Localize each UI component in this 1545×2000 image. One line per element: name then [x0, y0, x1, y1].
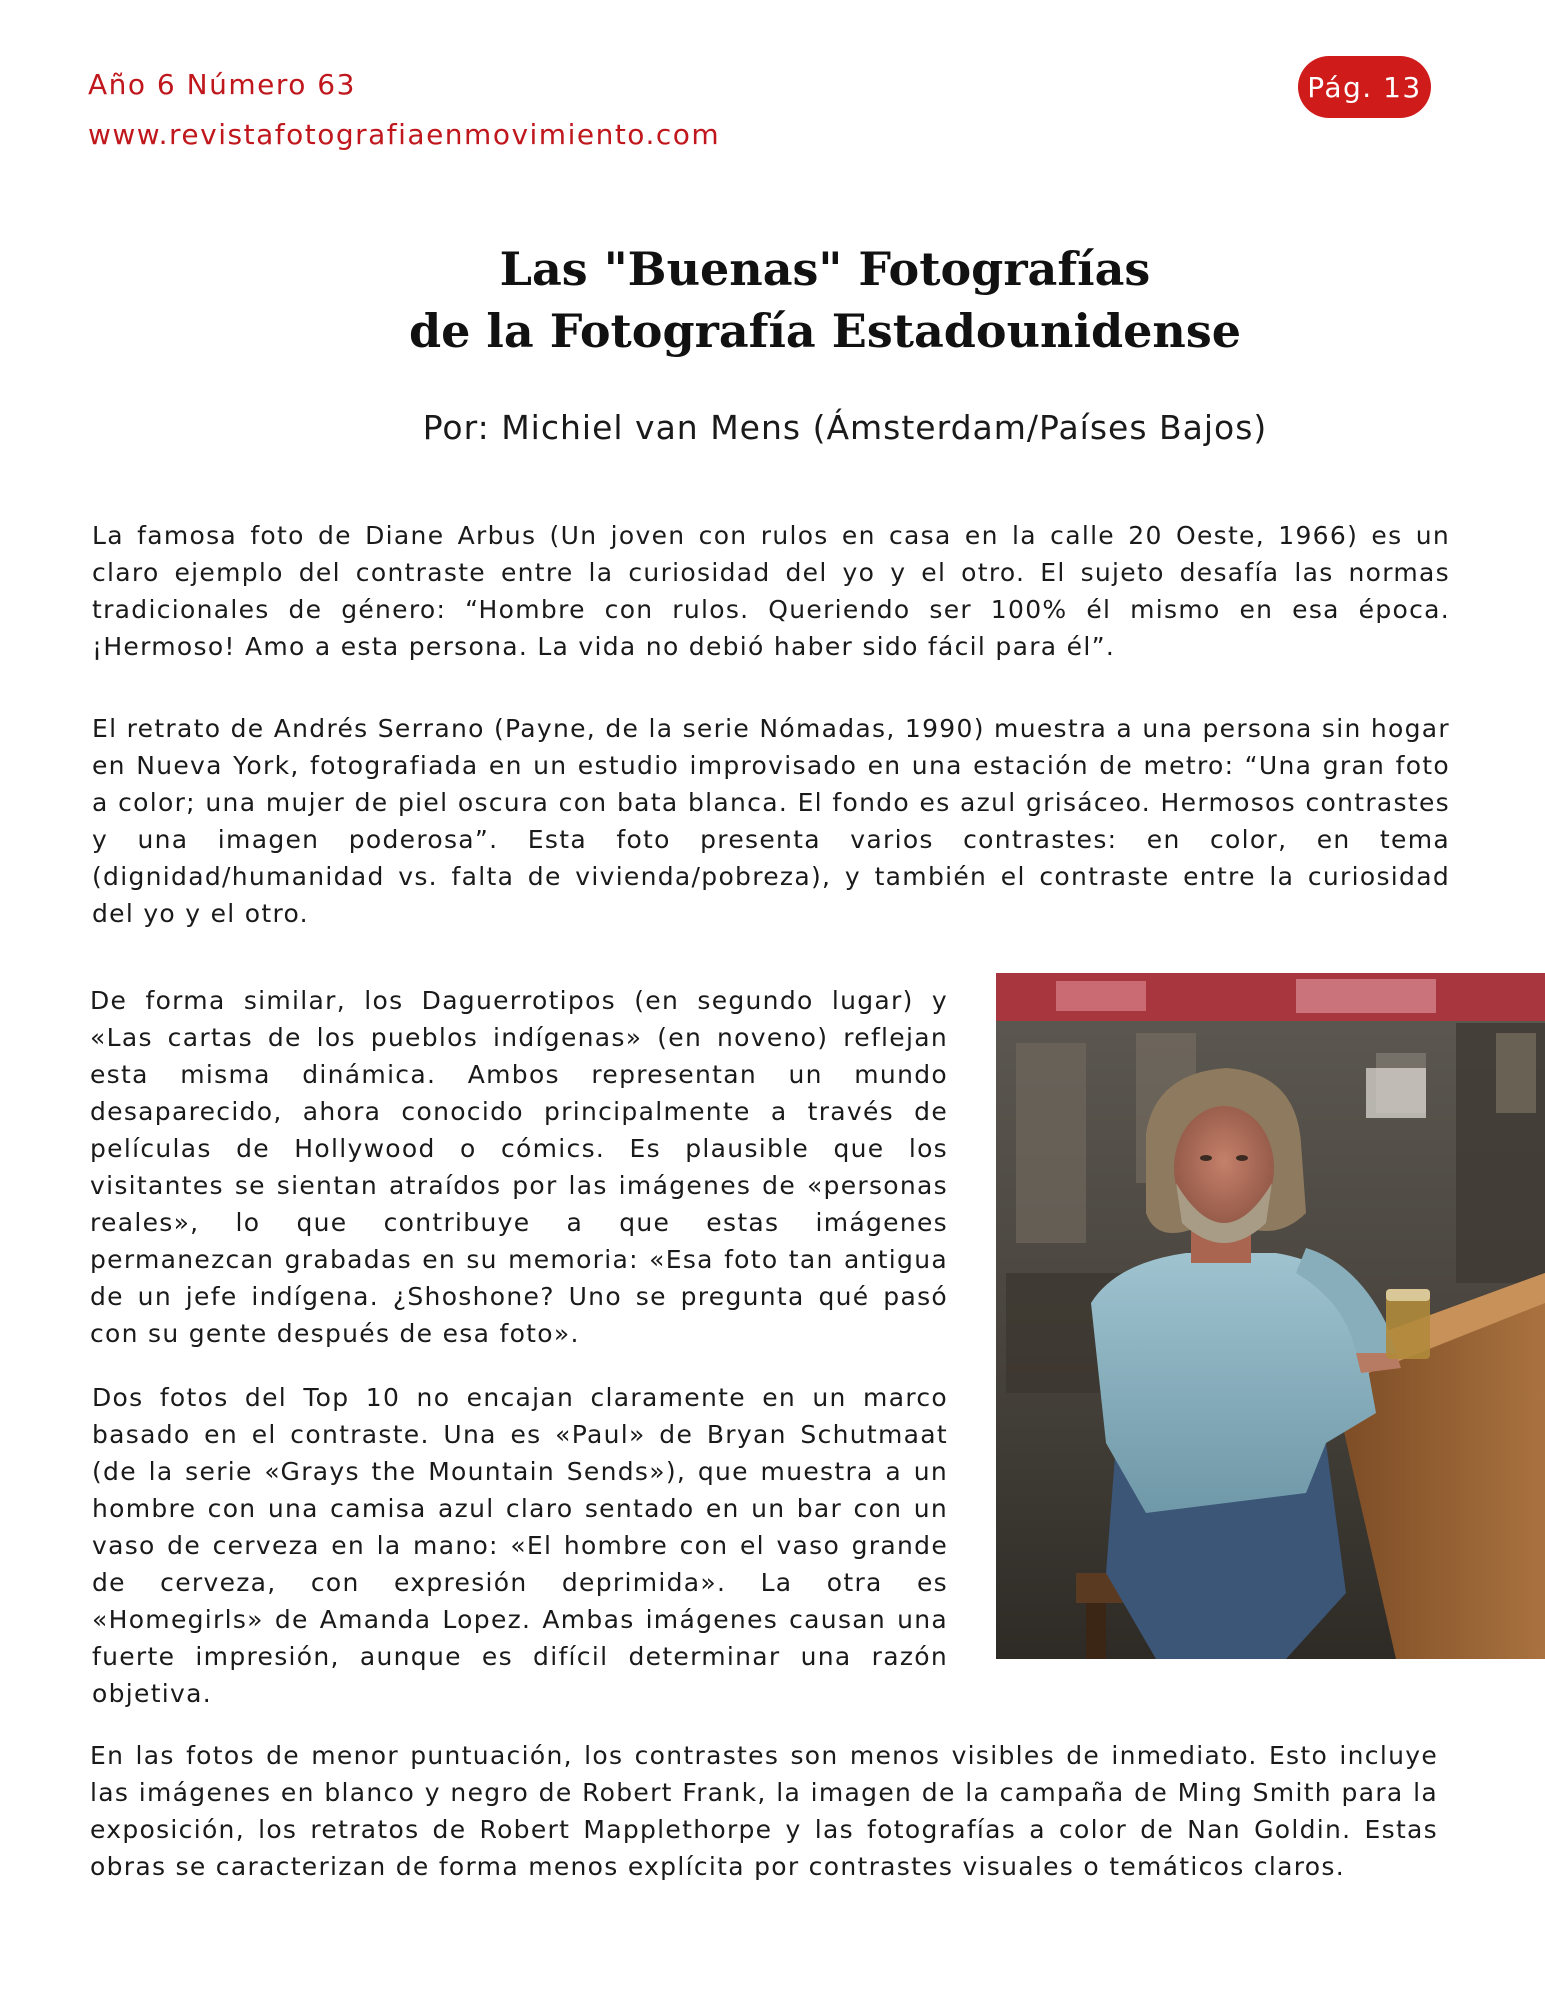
paragraph-3: De forma similar, los Daguerrotipos (en segundo lugar) y «Las cartas de los pueblos indígenas» (en noveno) reflejan esta misma dinámica. Ambos representan un mundo desaparecido, ahora conocido principalmente a través de películas de Hollywood o cómics. Es plausible que los visitantes se sientan atraídos por las imágenes de «personas reales», lo que contribuye a que estas imágenes permanezcan grabadas en su memoria: «Esa foto tan antigua de un jefe indígena. ¿Shoshone? Uno se pregunta qué pasó con su gente después de esa foto».: [90, 986, 948, 1348]
paragraph-2: El retrato de Andrés Serrano (Payne, de la serie Nómadas, 1990) muestra a una persona sin hogar en Nueva York, fotografiada en un estudio improvisado en una estación de metro: “Una gran foto a color; una mujer de piel oscura con bata blanca. El fondo es azul grisáceo. Hermosos contrastes y una imagen poderosa”. Esta foto presenta varios contrastes: en color, en tema (dignidad/humanidad vs. falta de vivienda/pobreza), y también el contraste entre la curiosidad del yo y el otro.: [92, 714, 1450, 928]
byline: Por: Michiel van Mens (Ámsterdam/Países Bajos): [422, 408, 1268, 447]
bar-portrait-photo: [996, 973, 1545, 1659]
article-title: [300, 238, 1350, 362]
title-line-2: de la Fotografía Estadounidense: [408, 304, 1242, 358]
website-link[interactable]: www.revistafotografiaenmovimiento.com: [88, 118, 721, 151]
paragraph-5: En las fotos de menor puntuación, los contrastes son menos visibles de inmediato. Esto incluye las imágenes en blanco y negro de Robert Frank, la imagen de la campaña de Ming Smith para la exposición, los retratos de Robert Mapplethorpe y las fotografías a color de Nan Goldin. Estas obras se caracterizan de forma menos explícita por contrastes visuales o temáticos claros.: [90, 1741, 1438, 1881]
paragraph-1: La famosa foto de Diane Arbus (Un joven con rulos en casa en la calle 20 Oeste, 1966) es un claro ejemplo del contraste entre la curiosidad del yo y el otro. El sujeto desafía las normas tradicionales de género: “Hombre con rulos. Queriendo ser 100% él mismo en esa época. ¡Hermoso! Amo a esta persona. La vida no debió haber sido fácil para él”.: [92, 521, 1450, 661]
issue-number: Año 6 Número 63: [88, 68, 356, 101]
page-number-badge: Pág. 13: [1298, 56, 1431, 118]
title-line-1: Las "Buenas" Fotografías: [499, 242, 1151, 296]
paragraph-4: Dos fotos del Top 10 no encajan claramente en un marco basado en el contraste. Una es «Paul» de Bryan Schutmaat (de la serie «Grays the Mountain Sends»), que muestra a un hombre con una camisa azul claro sentado en un bar con un vaso de cerveza en la mano: «El hombre con el vaso grande de cerveza, con expresión deprimida». La otra es «Homegirls» de Amanda Lopez. Ambas imágenes causan una fuerte impresión, aunque es difícil determinar una razón objetiva.: [92, 1383, 948, 1708]
